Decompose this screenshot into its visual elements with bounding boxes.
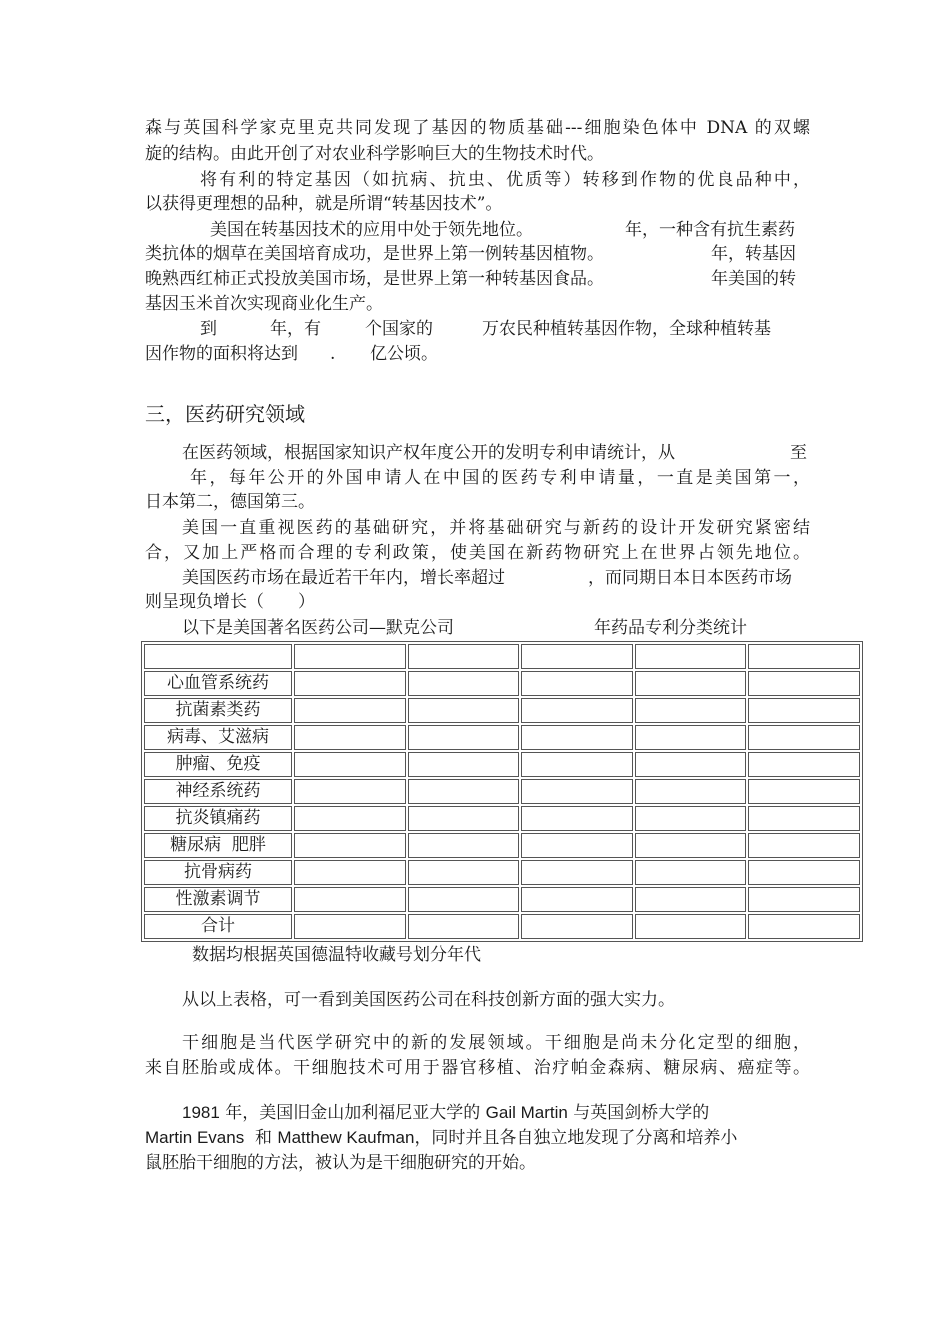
table-row-label: 糖尿病 肥胖 [144,833,292,858]
table-row [144,833,860,858]
table-cell [144,644,292,669]
table-cell [294,914,406,939]
table-note: 数据均根据英国德温特收藏号划分年代 [192,945,481,965]
table-caption-part2: 年药品专利分类统计 [594,618,747,638]
table-cell [408,779,520,804]
para7-line1b: ，而同期日本日本医药市场 [588,568,792,588]
para9-line1: 干细胞是当代医学研究中的新的发展领域。干细胞是尚未分化定型的细胞， [182,1033,810,1053]
table-cell [408,644,520,669]
table-cell [748,752,860,777]
table-row-label: 抗骨病药 [144,860,292,885]
para10-line3: 鼠胚胎干细胞的方法，被认为是干细胞研究的开始。 [145,1153,536,1173]
para5-line1a: 在医药领域，根据国家知识产权年度公开的发明专利申请统计，从 [182,443,675,463]
table-row-label: 抗炎镇痛药 [144,806,292,831]
table-cell [635,752,747,777]
table-cell [635,887,747,912]
para5-line2: 年，每年公开的外国申请人在中国的医药专利申请量，一直是美国第一， [190,468,810,488]
table-cell [521,752,633,777]
para4-word2: 年，有 [270,319,321,339]
table-row [144,779,860,804]
table-row [144,860,860,885]
para9-line2: 来自胚胎或成体。干细胞技术可用于器官移植、治疗帕金森病、糖尿病、癌症等。 [145,1058,810,1078]
table-cell [294,833,406,858]
table-cell [635,779,747,804]
table-row [144,725,860,750]
table-cell [635,833,747,858]
para10-line2a: 和 [244,1128,278,1148]
para10-year: 1981 [182,1103,220,1122]
patent-table-body [144,644,860,939]
table-cell [748,698,860,723]
table-row [144,752,860,777]
para10-name-martin-evans: Martin Evans [145,1128,245,1147]
para10-line1b: 与英国剑桥大学的 [567,1103,710,1123]
para4-line2b: . [330,344,336,364]
table-cell [635,914,747,939]
table-cell [408,860,520,885]
para2-line1: 将有利的特定基因（如抗病、抗虫、优质等）转移到作物的优良品种中， [200,170,810,190]
para4-word3: 个国家的 [365,319,433,339]
table-cell [635,671,747,696]
para3-line1b: 年，一种含有抗生素药 [625,220,795,240]
table-cell [408,671,520,696]
patent-statistics-table [141,641,863,942]
para4-word4: 万农民种植转基因作物，全球种植转基 [482,319,771,339]
table-cell [521,806,633,831]
table-row [144,806,860,831]
para3-line2b: 年，转基因 [711,244,796,264]
table-cell [748,914,860,939]
para1-line2: 旋的结构。由此开创了对农业科学影响巨大的生物技术时代。 [145,144,604,164]
para10-line1 [182,1101,709,1125]
table-cell [635,725,747,750]
table-cell [748,671,860,696]
table-cell [521,887,633,912]
table-cell [748,860,860,885]
para1-line1: 森与英国科学家克里克共同发现了基因的物质基础---细胞染色体中 DNA 的双螺 [145,118,810,138]
table-row [144,914,860,939]
para4-word1: 到 [200,319,217,339]
table-cell [748,644,860,669]
table-cell [635,644,747,669]
para2-line2: 以获得更理想的品种，就是所谓“转基因技术”。 [145,194,503,214]
table-row-label: 肿瘤、免疫 [144,752,292,777]
para10-name-matthew-kaufman: Matthew Kaufman [277,1128,415,1147]
para5-line3: 日本第二，德国第三。 [145,492,315,512]
table-cell [635,860,747,885]
para10-line2b: ，同时并且各自独立地发现了分离和培养小 [414,1128,738,1148]
para3-line2a: 类抗体的烟草在美国培育成功，是世界上第一例转基因植物。 [145,244,604,264]
table-cell [408,887,520,912]
table-cell [521,860,633,885]
table-row-label: 抗菌素类药 [144,698,292,723]
table-cell [521,698,633,723]
para8: 从以上表格，可一看到美国医药公司在科技创新方面的强大实力。 [182,990,675,1010]
table-row [144,671,860,696]
para6-line2: 合，又加上严格而合理的专利政策，使美国在新药物研究上在世界占领先地位。 [145,543,810,563]
table-cell [408,698,520,723]
table-caption-part1: 以下是美国著名医药公司—默克公司 [182,618,454,638]
table-cell [294,806,406,831]
table-cell [748,833,860,858]
table-row-label: 神经系统药 [144,779,292,804]
table-cell [408,725,520,750]
table-cell [748,806,860,831]
table-cell [294,698,406,723]
table-cell [635,806,747,831]
table-cell [294,752,406,777]
table-cell [521,725,633,750]
para10-line1a: 年，美国旧金山加利福尼亚大学的 [219,1103,486,1123]
para5-line1b: 至 [790,443,807,463]
table-cell [408,833,520,858]
table-cell [521,914,633,939]
table-cell [521,644,633,669]
table-row-label: 病毒、艾滋病 [144,725,292,750]
table-cell [521,833,633,858]
table-cell [294,644,406,669]
para3-line4: 基因玉米首次实现商业化生产。 [145,294,383,314]
para7-line2: 则呈现负增长（ ） [145,592,315,612]
table-cell [294,671,406,696]
table-cell [408,752,520,777]
para4-line2a: 因作物的面积将达到 [145,344,298,364]
para10-name-gail-martin: Gail Martin [485,1103,568,1122]
table-cell [294,779,406,804]
table-cell [294,887,406,912]
table-cell [748,725,860,750]
table-row-label: 合计 [144,914,292,939]
para7-line1a: 美国医药市场在最近若干年内，增长率超过 [182,568,505,588]
para3-line3a: 晚熟西红柿正式投放美国市场，是世界上第一种转基因食品。 [145,269,604,289]
para10-line2 [145,1126,737,1150]
table-cell [294,725,406,750]
table-row-label: 性激素调节 [144,887,292,912]
table-cell [521,671,633,696]
table-row [144,698,860,723]
table-cell [408,914,520,939]
table-row-label: 心血管系统药 [144,671,292,696]
table-cell [408,806,520,831]
table-cell [635,698,747,723]
para4-line2c: 亿公顷。 [370,344,438,364]
para3-line3b: 年美国的转 [711,269,796,289]
table-row [144,887,860,912]
section-heading: 三，医药研究领域 [145,402,305,426]
para3-line1a: 美国在转基因技术的应用中处于领先地位。 [210,220,533,240]
table-cell [521,779,633,804]
table-cell [748,779,860,804]
table-header-row [144,644,860,669]
table-cell [294,860,406,885]
para6-line1: 美国一直重视医药的基础研究，并将基础研究与新药的设计开发研究紧密结 [182,518,810,538]
table-cell [748,887,860,912]
